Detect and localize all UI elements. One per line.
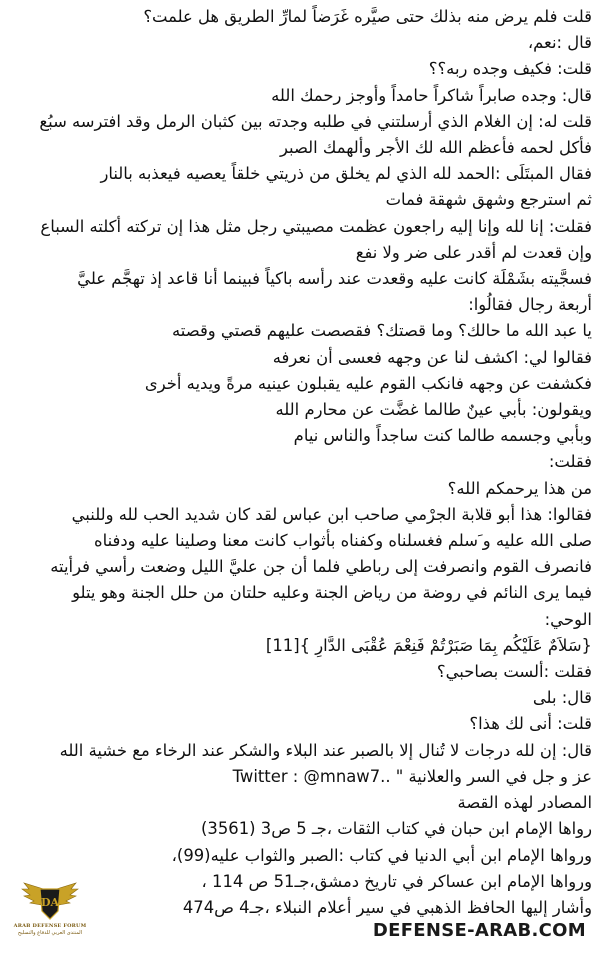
text-line: فقالوا لي: اكشف لنا عن وجهه فعسى أن نعرفه [272, 347, 592, 367]
source-line: ورواها الإمام ابن عساكر في تاريخ دمشق،جـ51 ص 114 ، [201, 871, 592, 891]
text-line: قلت فلم يرض منه بذلك حتى صيَّره غَرَضاً لمارِّ الطريق هل علمت؟ [143, 7, 592, 26]
quran-verse: {سَلاَمٌ عَلَيْكُم بِمَا صَبَرْتُمْ فَنِعْمَ عُقْبَى الدَّارِ }[11] [265, 635, 592, 655]
text-line: فقلت :ألست بصاحبي؟ [436, 662, 592, 682]
text-line: قلت له: إن الغلام الذي أرسلتني في طلبه وجدته بين كثبان الرمل وقد افترسه سبُع [39, 111, 592, 131]
text-line: ثم استرجع وشهق شهقة فمات [385, 190, 592, 210]
article-body [8, 4, 592, 921]
text-line: قال: وجده صابراً شاكراً حامداً وأوجز رحمك الله [271, 85, 592, 105]
text-line: قال: إن لله درجات لا تُنال إلا بالصبر عند البلاء والشكر عند الرخاء مع خشية الله [59, 740, 592, 760]
text-line: قلت: فكيف وجده ربه؟؟ [428, 59, 592, 79]
text-line: فقلت: إنا لله وإنا إليه راجعون عظمت مصيبتي رجل مثل هذا إن تركته أكلته السباع [40, 216, 592, 236]
source-line: رواها الإمام ابن حبان في كتاب الثقات ،جـ 5 ص3 (3561) [201, 819, 592, 839]
forum-logo [4, 877, 96, 947]
logo-initials: DA [40, 896, 60, 909]
logo-title: ARAB DEFENSE FORUM [13, 923, 87, 929]
text-line: فكشفت عن وجهه فانكب القوم عليه يقبلون عينيه مرةً ويديه أخرى [144, 373, 592, 393]
text-line: من هذا يرحمكم الله؟ [447, 478, 592, 498]
text-line: يا عبد الله ما حالك؟ وما قصتك؟ فقصصت عليهم قصتي وقصته [172, 321, 592, 341]
text-line: فقلت: [548, 452, 592, 472]
wings-emblem-icon [20, 877, 80, 923]
text-line: الوحي: [544, 609, 592, 629]
text-line: عز و جل في السر والعلانية " ..Twitter : @mnaw7 [232, 766, 592, 786]
text-line: فسجَّيته بشَمْلَة كانت عليه وقعدت عند رأسه باكياً فبينما أنا قاعد إذ تهجَّم عليَّ [77, 269, 592, 289]
text-line: صلى الله عليه و َسلم فغسلناه وكفناه بأثواب كانت معنا وصلينا عليه ودفناه [94, 531, 592, 551]
text-line: أربعة رجال فقالُوا: [468, 295, 592, 315]
text-line: ويقولون: بأبي عينٌ طالما غضَّت عن محارم الله [275, 400, 592, 420]
sources-heading: المصادر لهذه القصة [457, 793, 592, 813]
source-line: وأشار إليها الحافظ الذهبي في سير أعلام النبلاء ،جـ4 ص474 [182, 897, 592, 917]
text-line: قال :نعم، [527, 33, 592, 53]
text-line: وإن قعدت لم أقدر على ضر ولا نفع [355, 242, 592, 262]
text-line: فأكل لحمه فأعظم الله لك الأجر وألهمك الصبر [279, 138, 592, 158]
text-line: فانصرف القوم وانصرفت إلى رباطي فلما أن جن عليَّ الليل وضعت رأسي فرأيته [50, 557, 592, 577]
text-line: قال: بلى [532, 688, 592, 708]
text-line: فيما يرى النائم في روضة من رياض الجنة وعليه حلتان من حلل الجنة وهو يتلو [72, 583, 592, 603]
source-line: ورواها الإمام ابن أبي الدنيا في كتاب :الصبر والثواب عليه(99)، [171, 845, 592, 865]
text-line: قلت: أنى لك هذا؟ [469, 714, 592, 734]
text-line: وبأبي وجسمه طالما كنت ساجداً والناس نيام [293, 426, 592, 446]
text-line: فقال المبتَلَى :الحمد لله الذي لم يخلق من ذريتي خلقاً يعصيه فيعذبه بالنار [100, 164, 592, 184]
site-watermark: DEFENSE-ARAB.COM [372, 920, 586, 941]
text-line: فقالوا: هذا أبو قلابة الجرْمي صاحب ابن عباس لقد كان شديد الحب لله وللنبي [71, 504, 592, 524]
logo-subtitle: المنتدى العربي للدفاع والتسليح [17, 930, 83, 936]
